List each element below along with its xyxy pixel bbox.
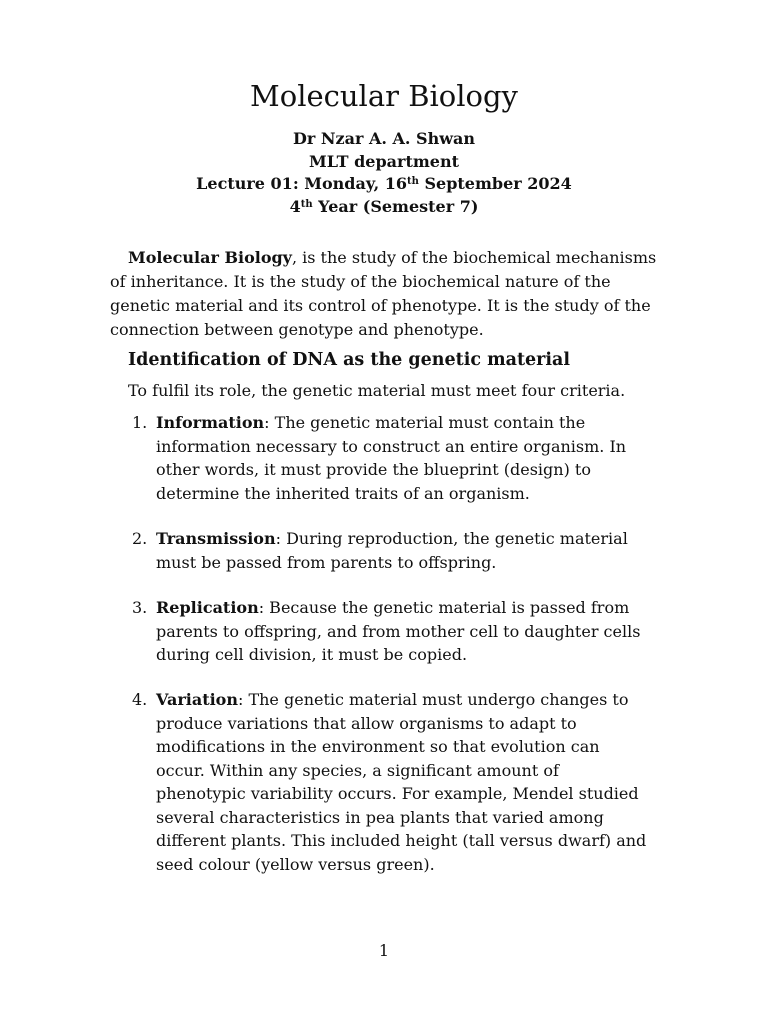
lecture-date-suffix: September 2024 bbox=[418, 174, 572, 193]
criterion-number: 1. bbox=[132, 413, 148, 432]
criterion-item-variation bbox=[128, 688, 648, 876]
criterion-text bbox=[156, 411, 648, 505]
intro-term: Molecular Biology bbox=[128, 248, 292, 267]
criterion-description: : Because the genetic material is passed from parents to offspring, and from mother cell to daughter cells during cell division, it must be copied. bbox=[156, 598, 641, 664]
criterion-term: Transmission bbox=[156, 529, 276, 548]
year-semester bbox=[0, 196, 768, 219]
page-number: 1 bbox=[378, 941, 390, 960]
intro-text: , is the study of the biochemical mechanisms of inheritance. It is the study of the biochemical nature of the genetic material and its control of phenotype. It is the study of the connection between genotype and phenotype. bbox=[110, 248, 657, 339]
criterion-description: : The genetic material must contain the information necessary to construct an entire organism. In other words, it must provide the blueprint (design) to determine the inherited traits of an organism. bbox=[156, 413, 627, 503]
criterion-description: : During reproduction, the genetic material must be passed from parents to offspring. bbox=[156, 529, 628, 572]
criterion-number: 4. bbox=[132, 690, 148, 709]
criterion-term: Variation bbox=[156, 690, 238, 709]
criterion-item-transmission bbox=[128, 527, 648, 574]
lecture-date bbox=[0, 173, 768, 196]
lecture-date-prefix: Lecture 01: Monday, 16 bbox=[196, 174, 408, 193]
criterion-description: : The genetic material must undergo changes to produce variations that allow organisms to adapt to modifications in the environment so that evolution can occur. Within any species, a significant amount of phenotypic variability occurs. For example, Mendel studied several characteristics in pea plants that varied among different plants. This included height (tall versus dwarf) and seed colour (yellow versus green). bbox=[156, 690, 647, 874]
criterion-term: Information bbox=[156, 413, 265, 432]
section-heading: Identification of DNA as the genetic material bbox=[128, 350, 571, 370]
criterion-text bbox=[156, 596, 648, 667]
year-prefix: 4 bbox=[289, 196, 301, 216]
department-name: MLT department bbox=[308, 151, 459, 171]
criterion-number: 3. bbox=[132, 598, 148, 617]
year-ordinal: th bbox=[300, 198, 313, 210]
lecture-date-ordinal: th bbox=[407, 176, 419, 187]
criteria-intro: To fulfil its role, the genetic material must meet four criteria. bbox=[128, 381, 626, 400]
author-name: Dr Nzar A. A. Shwan bbox=[292, 129, 476, 148]
intro-paragraph bbox=[110, 246, 660, 342]
criterion-term: Replication bbox=[156, 598, 259, 617]
criterion-item-information bbox=[128, 411, 648, 505]
criterion-item-replication bbox=[128, 596, 648, 667]
document-header bbox=[0, 128, 768, 218]
criterion-text bbox=[156, 688, 648, 876]
document-title: Molecular Biology bbox=[250, 79, 518, 113]
criterion-text bbox=[156, 527, 648, 574]
criterion-number: 2. bbox=[132, 529, 148, 548]
year-suffix: Year (Semester 7) bbox=[312, 196, 479, 216]
